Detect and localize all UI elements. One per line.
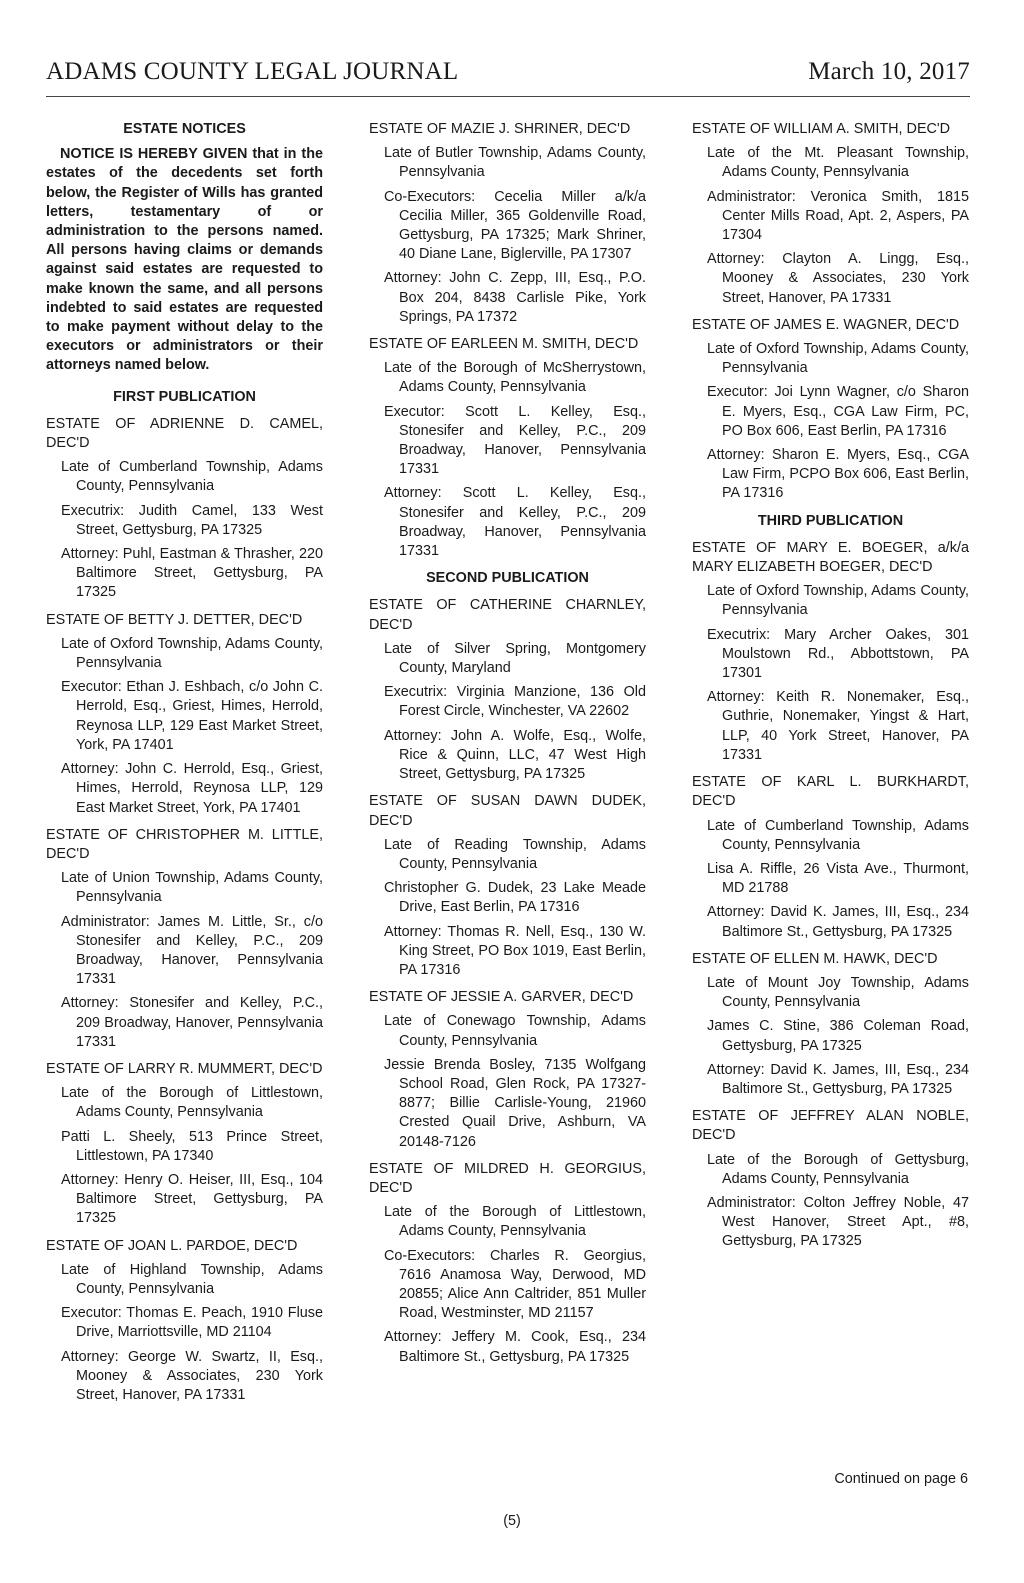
estate-detail: Attorney: David K. James, III, Esq., 234 Baltimore St., Gettysburg, PA 17325: [707, 1061, 969, 1097]
estate-title: ESTATE OF ELLEN M. HAWK, DEC'D: [692, 950, 938, 967]
second-publication-heading: SECOND PUBLICATION: [426, 570, 589, 587]
estate-detail: Late of Union Township, Adams County, Pennsylvania: [61, 870, 323, 906]
estate-detail: Late of Reading Township, Adams County, Pennsylvania: [384, 836, 646, 872]
estate-detail: Attorney: Henry O. Heiser, III, Esq., 104 Baltimore Street, Gettysburg, PA 17325: [61, 1171, 323, 1227]
estate-detail: Co-Executors: Charles R. Georgius, 7616 Anamosa Way, Derwood, MD 20855; Alice Ann Caltrider, 851 Muller Road, Westminster, MD 21157: [384, 1247, 646, 1322]
column-1: [46, 120, 323, 1413]
estate-detail: Executor: Ethan J. Eshbach, c/o John C. Herrold, Esq., Griest, Himes, Herrold, Reynosa LLP, 129 East Market Street, York, PA 17401: [61, 679, 323, 753]
estate-notice: [369, 596, 646, 784]
estate-notice: [46, 415, 323, 603]
estate-title: ESTATE OF CHRISTOPHER M. LITTLE, DEC'D: [46, 826, 323, 862]
estate-title: ESTATE OF KARL L. BURKHARDT, DEC'D: [692, 774, 969, 810]
estate-detail: Attorney: Stonesifer and Kelley, P.C., 209 Broadway, Hanover, Pennsylvania 17331: [61, 995, 323, 1050]
estate-detail: Attorney: David K. James, III, Esq., 234 Baltimore St., Gettysburg, PA 17325: [707, 904, 969, 940]
estate-detail: Administrator: Colton Jeffrey Noble, 47 West Hanover, Street Apt., #8, Gettysburg, PA 17325: [707, 1194, 969, 1250]
estate-detail: Attorney: Sharon E. Myers, Esq., CGA Law Firm, PCPO Box 606, East Berlin, PA 17316: [707, 447, 969, 502]
estate-title: ESTATE OF ADRIENNE D. CAMEL, DEC'D: [46, 415, 323, 452]
estate-detail: Administrator: James M. Little, Sr., c/o Stonesifer and Kelley, P.C., 209 Broadway, Hanover, Pennsylvania 17331: [61, 913, 323, 988]
estate-detail: Late of the Borough of Littlestown, Adams County, Pennsylvania: [384, 1204, 646, 1240]
estate-detail: Late of Butler Township, Adams County, Pennsylvania: [384, 145, 646, 181]
estate-detail: Late of the Borough of McSherrystown, Adams County, Pennsylvania: [384, 360, 646, 396]
estate-title: ESTATE OF MAZIE J. SHRINER, DEC'D: [369, 121, 631, 137]
estate-title: ESTATE OF JESSIE A. GARVER, DEC'D: [369, 989, 634, 1006]
estate-title: ESTATE OF EARLEEN M. SMITH, DEC'D: [369, 336, 639, 353]
estate-detail: Attorney: Keith R. Nonemaker, Esq., Guthrie, Nonemaker, Yingst & Hart, LLP, 40 York Street, Hanover, PA 17331: [707, 689, 969, 763]
estate-detail: Attorney: John C. Zepp, III, Esq., P.O. Box 204, 8438 Carlisle Pike, York Springs, PA 17372: [384, 270, 646, 325]
issue-date: March 10, 2017: [808, 58, 970, 85]
estate-detail: Late of Oxford Township, Adams County, Pennsylvania: [707, 583, 969, 619]
estate-detail: Late of the Borough of Gettysburg, Adams County, Pennsylvania: [707, 1151, 969, 1187]
estate-notice: [46, 1237, 323, 1406]
estate-detail: Administrator: Veronica Smith, 1815 Center Mills Road, Apt. 2, Aspers, PA 17304: [707, 188, 969, 244]
estate-notice: [692, 120, 969, 308]
page-number: (5): [503, 1513, 521, 1529]
masthead: [46, 58, 970, 92]
estate-notice: [369, 988, 646, 1152]
estate-detail: Late of Silver Spring, Montgomery County, Maryland: [384, 640, 646, 677]
estate-detail: Late of Highland Township, Adams County, Pennsylvania: [61, 1261, 323, 1297]
estate-notice: [46, 1060, 323, 1229]
estate-title: ESTATE OF LARRY R. MUMMERT, DEC'D: [46, 1060, 323, 1077]
notice-paragraph: NOTICE IS HEREBY GIVEN that in the estates of the decedents set forth below, the Register of Wills has granted letters, testamentary of or administration to the persons named. All persons having claims or demands against said estates are requested to make known the same, and all persons indebted to said estates are requested to make payment without delay to the executors or administrators or their attorneys named below.: [46, 146, 323, 374]
estate-detail: Executrix: Virginia Manzione, 136 Old Forest Circle, Winchester, VA 22602: [384, 684, 646, 720]
estate-title: ESTATE OF CATHERINE CHARNLEY, DEC'D: [369, 597, 646, 633]
estate-title: ESTATE OF JEFFREY ALAN NOBLE, DEC'D: [692, 1108, 969, 1144]
estate-notice: [369, 335, 646, 561]
estate-detail: Executor: Thomas E. Peach, 1910 Fluse Drive, Marriottsville, MD 21104: [61, 1305, 323, 1341]
estate-title: ESTATE OF WILLIAM A. SMITH, DEC'D: [692, 121, 951, 137]
estate-detail: Attorney: John C. Herrold, Esq., Griest, Himes, Herrold, Reynosa LLP, 129 East Market Street, York, PA 17401: [61, 761, 323, 816]
estate-detail: Executrix: Mary Archer Oakes, 301 Moulstown Rd., Abbottstown, PA 17301: [707, 626, 969, 682]
journal-title: ADAMS COUNTY LEGAL JOURNAL: [46, 58, 459, 85]
estate-detail: Late of Oxford Township, Adams County, Pennsylvania: [61, 635, 323, 672]
estate-detail: Attorney: John A. Wolfe, Esq., Wolfe, Rice & Quinn, LLC, 47 West High Street, Gettysburg, PA 17325: [384, 727, 646, 783]
column-3: [692, 120, 969, 1260]
estate-detail: Co-Executors: Cecelia Miller a/k/a Cecilia Miller, 365 Goldenville Road, Gettysburg, PA 17325; Mark Shriner, 40 Diane Lane, Biglerville, PA 17307: [384, 188, 646, 263]
estate-detail: Jessie Brenda Bosley, 7135 Wolfgang School Road, Glen Rock, PA 17327-8877; Billie Carlisle-Young, 21960 Crested Quail Drive, Ashburn, VA 20148-7126: [384, 1056, 646, 1150]
estate-detail: Attorney: Jeffery M. Cook, Esq., 234 Baltimore St., Gettysburg, PA 17325: [384, 1329, 646, 1365]
estate-notices-heading: ESTATE NOTICES: [123, 121, 246, 137]
estate-detail: Attorney: Scott L. Kelley, Esq., Stonesifer and Kelley, P.C., 209 Broadway, Hanover, Pennsylvania 17331: [384, 485, 646, 560]
estate-detail: Attorney: George W. Swartz, II, Esq., Mooney & Associates, 230 York Street, Hanover, PA 17331: [61, 1348, 323, 1403]
estate-detail: Executrix: Judith Camel, 133 West Street, Gettysburg, PA 17325: [61, 502, 323, 538]
estate-detail: Late of Conewago Township, Adams County, Pennsylvania: [384, 1013, 646, 1049]
third-publication-heading: THIRD PUBLICATION: [757, 512, 904, 529]
estate-detail: Late of the Borough of Littlestown, Adams County, Pennsylvania: [61, 1085, 323, 1121]
estate-notice: [46, 611, 323, 818]
estate-notice: [692, 950, 969, 1099]
estate-notice: [692, 539, 969, 765]
estate-title: ESTATE OF JOAN L. PARDOE, DEC'D: [46, 1237, 298, 1254]
estate-detail: Executor: Scott L. Kelley, Esq., Stonesifer and Kelley, P.C., 209 Broadway, Hanover, Pennsylvania 17331: [384, 403, 646, 478]
estate-detail: Late of Cumberland Township, Adams County, Pennsylvania: [707, 817, 969, 853]
estate-notice: [46, 826, 323, 1052]
estate-detail: Patti L. Sheely, 513 Prince Street, Littlestown, PA 17340: [61, 1128, 323, 1164]
estate-notice: [369, 792, 646, 980]
continued-note: Continued on page 6: [834, 1471, 968, 1487]
estate-notice: [692, 773, 969, 942]
estate-title: ESTATE OF BETTY J. DETTER, DEC'D: [46, 611, 303, 628]
estate-title: ESTATE OF MILDRED H. GEORGIUS, DEC'D: [369, 1160, 646, 1196]
estate-title: ESTATE OF MARY E. BOEGER, a/k/a MARY ELIZABETH BOEGER, DEC'D: [692, 539, 969, 576]
estate-detail: Executor: Joi Lynn Wagner, c/o Sharon E. Myers, Esq., CGA Law Firm, PC, PO Box 606, East Berlin, PA 17316: [707, 384, 969, 439]
estate-detail: Late of Mount Joy Township, Adams County, Pennsylvania: [707, 974, 969, 1011]
estate-detail: Attorney: Thomas R. Nell, Esq., 130 W. King Street, PO Box 1019, East Berlin, PA 17316: [384, 923, 646, 978]
estate-detail: Late of Oxford Township, Adams County, Pennsylvania: [707, 341, 969, 377]
estate-detail: Attorney: Clayton A. Lingg, Esq., Mooney & Associates, 230 York Street, Hanover, PA 17331: [707, 251, 969, 306]
estate-detail: Late of the Mt. Pleasant Township, Adams County, Pennsylvania: [707, 145, 969, 181]
estate-detail: Late of Cumberland Township, Adams County, Pennsylvania: [61, 459, 323, 495]
estate-notice: [692, 316, 969, 504]
column-2: [369, 120, 646, 1375]
first-publication-heading: FIRST PUBLICATION: [113, 388, 256, 405]
estate-detail: Christopher G. Dudek, 23 Lake Meade Drive, East Berlin, PA 17316: [384, 880, 646, 916]
estate-detail: Lisa A. Riffle, 26 Vista Ave., Thurmont, MD 21788: [707, 860, 969, 897]
estate-title: ESTATE OF JAMES E. WAGNER, DEC'D: [692, 316, 960, 333]
estate-detail: Attorney: Puhl, Eastman & Thrasher, 220 Baltimore Street, Gettysburg, PA 17325: [61, 546, 323, 601]
header-rule: [46, 96, 970, 97]
estate-notice: [369, 120, 646, 327]
estate-notice: [369, 1160, 646, 1367]
estate-detail: James C. Stine, 386 Coleman Road, Gettysburg, PA 17325: [707, 1018, 969, 1054]
estate-title: ESTATE OF SUSAN DAWN DUDEK, DEC'D: [369, 793, 646, 829]
estate-notice: [692, 1107, 969, 1251]
